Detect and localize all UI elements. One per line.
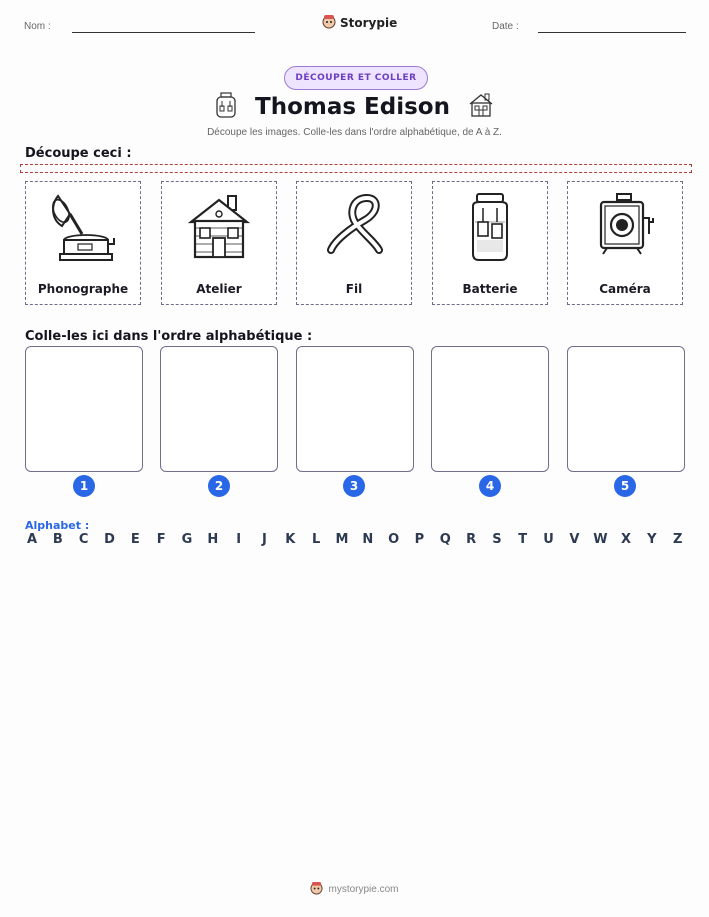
alphabet-letter: T: [518, 532, 528, 547]
battery-jar-icon: [215, 92, 237, 122]
alphabet-letter: V: [569, 532, 580, 547]
paste-box-2[interactable]: [160, 346, 278, 472]
cut-card-workshop[interactable]: [161, 181, 277, 305]
alphabet-letter: O: [388, 532, 400, 547]
paste-box-1[interactable]: [25, 346, 143, 472]
alphabet-letter: C: [78, 532, 89, 547]
paste-box-5[interactable]: [567, 346, 685, 472]
alphabet-letter: A: [26, 532, 38, 547]
alphabet-letter: K: [285, 532, 296, 547]
footer: [0, 881, 709, 898]
cut-card-label: Batterie: [462, 282, 518, 296]
cut-line: [20, 164, 692, 173]
phonograph-icon: [48, 182, 118, 268]
alphabet-letter: I: [236, 532, 242, 547]
workshop-house-icon: [188, 182, 250, 264]
paste-box-3[interactable]: [296, 346, 414, 472]
alphabet-row: [25, 532, 685, 547]
date-line[interactable]: [538, 32, 686, 33]
battery-jar-icon: [465, 182, 515, 266]
brand-logo: [322, 14, 397, 32]
alphabet-letter: F: [156, 532, 166, 547]
cut-card-label: Atelier: [196, 282, 242, 296]
cut-card-label: Caméra: [599, 282, 651, 296]
paste-number: 2: [208, 475, 230, 497]
alphabet-letter: J: [262, 532, 267, 547]
storypie-mascot-icon: [322, 14, 336, 32]
alphabet-letter: G: [181, 532, 193, 547]
cut-card-label: Fil: [345, 282, 363, 296]
alphabet-letter: Y: [647, 532, 657, 547]
alphabet-letter: M: [335, 532, 349, 547]
paste-box-4[interactable]: [431, 346, 549, 472]
alphabet-letter: B: [52, 532, 63, 547]
footer-url[interactable]: mystorypie.com: [328, 884, 399, 895]
paste-number: 4: [479, 475, 501, 497]
alphabet-letter: D: [104, 532, 115, 547]
alphabet-letter: S: [492, 532, 502, 547]
paste-number: 5: [614, 475, 636, 497]
alphabet-letter: U: [543, 532, 554, 547]
cut-section-label: Découpe ceci :: [25, 146, 132, 161]
workshop-house-icon: [468, 92, 494, 122]
wire-icon: [321, 182, 387, 262]
brand-name: Storypie: [340, 16, 398, 30]
alphabet-letter: Z: [672, 532, 683, 547]
alphabet-letter: Q: [439, 532, 451, 547]
instructions: Découpe les images. Colle-les dans l'ordre alphabétique, de A à Z.: [207, 127, 502, 138]
paste-number: 1: [73, 475, 95, 497]
camera-icon: [593, 182, 657, 260]
date-label: Date :: [492, 21, 519, 32]
alphabet-letter: R: [466, 532, 477, 547]
cut-card-camera[interactable]: [567, 181, 683, 305]
alphabet-letter: N: [362, 532, 374, 547]
cut-card-phonograph[interactable]: [25, 181, 141, 305]
name-label: Nom :: [24, 21, 51, 32]
alphabet-letter: H: [207, 532, 219, 547]
alphabet-letter: W: [593, 532, 608, 547]
title-row: [0, 92, 709, 122]
cut-card-battery[interactable]: [432, 181, 548, 305]
alphabet-label: Alphabet :: [25, 519, 90, 532]
cut-card-wire[interactable]: [296, 181, 412, 305]
alphabet-letter: E: [130, 532, 140, 547]
cut-card-label: Phonographe: [37, 282, 129, 296]
name-line[interactable]: [72, 32, 255, 33]
paste-section-label: Colle-les ici dans l'ordre alphabétique :: [25, 329, 313, 344]
storypie-mascot-icon: [310, 881, 323, 898]
paste-number: 3: [343, 475, 365, 497]
alphabet-letter: X: [621, 532, 632, 547]
activity-badge: DÉCOUPER ET COLLER: [284, 66, 428, 90]
alphabet-letter: L: [311, 532, 321, 547]
alphabet-letter: P: [414, 532, 425, 547]
page-title: Thomas Edison: [255, 94, 450, 120]
